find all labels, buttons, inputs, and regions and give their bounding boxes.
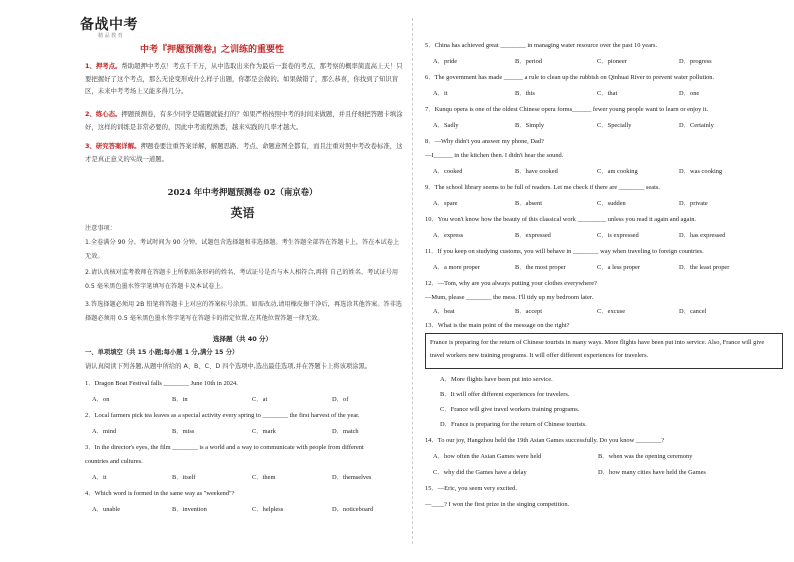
question-1-stem: 1．Dragon Boat Festival falls ________ June 10th in 2024. <box>85 380 238 387</box>
q13-option-c[interactable]: C．France will give travel workers training programs. <box>440 406 580 413</box>
question-5-stem: 5．China has achieved great ________ in managing water resource over the past 10 years. <box>425 42 658 49</box>
option[interactable]: B．in <box>172 396 188 403</box>
option[interactable]: B．this <box>515 90 535 97</box>
option[interactable]: A．unable <box>92 506 121 513</box>
intro-title: 中考『押题预测卷』之训练的重要性 <box>140 45 285 55</box>
question-14-options-ab <box>433 451 768 463</box>
option[interactable]: C．a less proper <box>597 264 640 271</box>
question-12-options <box>433 306 759 318</box>
intro-p3-key: 研究答案详解。 <box>95 142 141 150</box>
intro-p1-num: 1、 <box>85 62 96 70</box>
question-3-stem: 3．In the director's eyes, the film ________ is a world and a way to communicate with people from different <box>85 444 364 451</box>
note-3: 3.答选择题必须用 2B 铅笔将答题卡上对应的答案标号涂黑。如需改动,请用橡皮擦干净后，再选涂其他答案。答非选择题必须用 0.5 毫米黑色墨水签字笔写在答题卡的指定位置,在其他位置答题一律无效。 <box>85 301 402 322</box>
intro-p1-key: 押考点。 <box>95 62 122 70</box>
option[interactable]: A．a more proper <box>433 264 480 271</box>
option[interactable]: D．cancel <box>679 308 707 315</box>
option[interactable]: B．invention <box>172 506 207 513</box>
question-9-options <box>433 198 759 210</box>
option[interactable]: C．mark <box>252 428 276 435</box>
question-8-options <box>433 166 759 178</box>
question-14-options-cd <box>433 467 768 479</box>
question-10-options <box>433 230 759 242</box>
option[interactable]: D．progress <box>679 58 712 65</box>
option[interactable]: C．Specially <box>597 122 632 129</box>
question-1-options <box>92 394 402 406</box>
option[interactable]: A．it <box>433 90 448 97</box>
intro-p2-num: 2、 <box>85 110 96 118</box>
intro-paragraph-1 <box>85 60 403 98</box>
option[interactable]: D．has expressed <box>679 232 726 239</box>
option[interactable]: B．absent <box>515 200 542 207</box>
note-2: 2.请认真核对监考教师在答题卡上所粘贴条形码的姓名、考试证号是否与本人相符合,再将 自己的姓名、考试证号用 0.5 毫米黑色墨水签字笔填写在答题卡及本试卷上。 <box>85 269 399 290</box>
section-instruction: 请认真阅读下列各题,从题中所给的 A、B、C、D 四个选项中,选出最佳选项,并在答题卡上将该项涂黑。 <box>85 363 372 370</box>
option[interactable]: B．have cooked <box>515 168 558 175</box>
question-15-stem-cont: —____? I won the first prize in the singing competition. <box>425 501 570 508</box>
option[interactable]: D．the least proper <box>679 264 730 271</box>
option[interactable]: C．pioneer <box>597 58 627 65</box>
section-heading: 一、单项填空（共 15 小题;每小题 1 分,满分 15 分） <box>85 349 239 356</box>
option[interactable]: C．why did the Games have a delay <box>433 469 527 476</box>
option[interactable]: B．the most proper <box>515 264 566 271</box>
exam-subject: 英语 <box>230 206 255 220</box>
question-12-stem: 12．—Tom, why are you always putting your clothes everywhere? <box>425 280 597 287</box>
question-7-options <box>433 120 759 132</box>
option[interactable]: A．how often the Asian Games were held <box>433 453 542 460</box>
option[interactable]: B．when was the opening ceremony <box>598 453 693 460</box>
question-12-stem-cont: —Mum, please ________ the mess. I'll tidy up my bedroom later. <box>425 294 594 301</box>
question-9-stem: 9．The school library seems to be full of readers. Let me check if there are ________ seats. <box>425 184 660 191</box>
option[interactable]: B．expressed <box>515 232 551 239</box>
option[interactable]: A．beat <box>433 308 455 315</box>
option[interactable]: D．Certainly <box>679 122 714 129</box>
q13-option-b[interactable]: B．It will offer different experiences for travelers. <box>440 391 570 398</box>
column-divider <box>412 18 413 544</box>
option[interactable]: C．is expressed <box>597 232 639 239</box>
option[interactable]: A．on <box>92 396 110 403</box>
option[interactable]: A．pride <box>433 58 458 65</box>
question-2-stem: 2．Local farmers pick tea leaves as a special activity every spring to ________ the first harvest of the year. <box>85 412 360 419</box>
option[interactable]: D．noticeboard <box>332 506 374 513</box>
question-8-stem: 8．—Why didn't you answer my phone, Dad? <box>425 138 544 145</box>
option[interactable]: C．excuse <box>597 308 626 315</box>
question-7-stem: 7．Kunqu opera is one of the oldest Chinese opera forms______ fewer young people want to learn or enjoy it. <box>425 106 709 113</box>
option[interactable]: D．how many cities have held the Games <box>598 469 706 476</box>
question-11-stem: 11．If you keep on studying customs, you will behave in ________ way when traveling to foreign countries. <box>425 248 704 255</box>
option[interactable]: D．one <box>679 90 700 97</box>
question-11-options <box>433 262 759 274</box>
q13-message-box: France is preparing for the return of Chinese tourists in many ways. More flights have been put into service. Also, France will give travel workers new training programs. It will offer different experiences for travelers. <box>425 333 783 369</box>
question-5-options <box>433 56 759 68</box>
exam-title: 2024 年中考押题预测卷 02（南京卷） <box>167 187 318 197</box>
option[interactable]: D．of <box>332 396 349 403</box>
question-6-options <box>433 88 759 100</box>
option[interactable]: C．sudden <box>597 200 626 207</box>
question-13-stem: 13．What is the main point of the message on the right? <box>425 322 570 329</box>
option[interactable]: A．Sadly <box>433 122 459 129</box>
option[interactable]: D．match <box>332 428 359 435</box>
option[interactable]: A．it <box>92 474 107 481</box>
option[interactable]: A．express <box>433 232 464 239</box>
q13-option-d[interactable]: D．France is preparing for the return of Chinese tourists. <box>440 421 587 428</box>
intro-paragraph-2 <box>85 108 403 133</box>
option[interactable]: A．spare <box>433 200 458 207</box>
option[interactable]: D．themselves <box>332 474 372 481</box>
question-15-stem: 15．—Eric, you seem very excited. <box>425 485 517 492</box>
intro-p3-text: 押题卷要注重答案详解，解题思路、考点、命题意图全都有，而且注重对照中考改卷标准，这才是真正意义的实战一道题。 <box>85 142 403 163</box>
option[interactable]: D．was cooking <box>679 168 723 175</box>
option[interactable]: A．mind <box>92 428 117 435</box>
option[interactable]: B．Simply <box>515 122 545 129</box>
question-6-stem: 6．The government has made ______ a rule to clean up the rubbish on Qinhuai River to prevent water pollution. <box>425 74 715 81</box>
intro-p1-text: 帮助超押中考点！考点千千万，从中选取出来作为最后一套卷的考点，那考察的概率简直高上天！只要把握好了这个考点，那么无论变形成什么样子出题，你都是会做的。如果做错了，那么恭喜，你找到了知识盲区，未来中考考场上又能多得几分。 <box>85 62 403 96</box>
q13-option-a[interactable]: A．More flights have been put into service. <box>440 376 553 383</box>
intro-p2-key: 练心态。 <box>95 110 122 118</box>
section-title: 选择题（共 40 分） <box>212 335 273 343</box>
question-8-stem-cont: —I______ in the kitchen then. I didn't hear the sound. <box>425 152 564 159</box>
question-4-options <box>92 504 402 516</box>
question-2-options <box>92 426 402 438</box>
intro-p2-text: 押题预测卷，有多少同学是瞄题就能打的？如果严格按照中考的时间来做题，并且仔细把答题卡填涂好，这样的训练是非常必要的，因此中考流程熟悉，越来实践的几率才越大。 <box>85 110 403 131</box>
question-3-stem-cont: countries and cultures. <box>85 458 143 465</box>
option[interactable]: B．miss <box>172 428 195 435</box>
option[interactable]: B．itself <box>172 474 196 481</box>
note-1: 1.全卷满分 90 分。考试时间为 90 分钟。试题包含选择题和非选择题。考生答题全部答在答题卡上，答在本试卷上无效。 <box>85 239 400 260</box>
option[interactable]: C．that <box>597 90 618 97</box>
option[interactable]: B．period <box>515 58 542 65</box>
question-14-stem: 14．To our joy, Hangzhou held the 19th Asian Games successfully. Do you know ________? <box>425 437 665 444</box>
brand-logo <box>80 14 146 48</box>
intro-p3-num: 3、 <box>85 142 96 150</box>
option[interactable]: A．cooked <box>433 168 463 175</box>
logo-text: 备战中考 <box>80 17 138 33</box>
option[interactable]: B．accept <box>515 308 542 315</box>
option[interactable]: C．am cooking <box>597 168 638 175</box>
logo-subtext: 精 品 教 育 <box>98 33 123 39</box>
question-4-stem: 4．Which word is formed in the same way as "weekend"? <box>85 490 235 497</box>
option[interactable]: C．helpless <box>252 506 284 513</box>
question-10-stem: 10．You won't know how the beauty of this classical work _________ unless you read it again and again. <box>425 216 696 223</box>
intro-paragraph-3 <box>85 140 403 165</box>
question-3-options <box>92 472 402 484</box>
option[interactable]: C．them <box>252 474 276 481</box>
option[interactable]: C．at <box>252 396 268 403</box>
notes-heading: 注意事项： <box>85 225 116 232</box>
option[interactable]: D．private <box>679 200 708 207</box>
